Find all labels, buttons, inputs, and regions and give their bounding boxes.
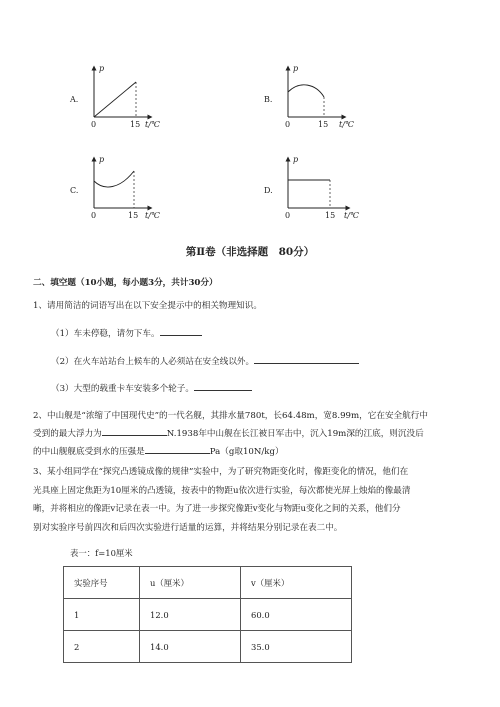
x-axis-label: t/℃	[339, 120, 354, 129]
table-cell: 1	[64, 599, 140, 631]
y-axis-label: p	[293, 64, 299, 73]
table-row	[64, 599, 352, 631]
option-label-a: A.	[70, 95, 79, 104]
x-tick-label: 15	[318, 120, 329, 129]
answer-blank[interactable]	[194, 382, 252, 391]
graph-c-plot	[70, 153, 220, 233]
table-cell: 60.0	[241, 599, 352, 631]
q3-line-3: 晰，并将相应的像距v记录在表一中。为了进一步探究像距v变化与物距u变化之间的关系，他们分	[33, 504, 401, 514]
experiment-table	[63, 566, 352, 663]
q3-line-1: 3、某小组同学在“探究凸透镜成像的规律”实验中，为了研究物距变化时，像距变化的情况，他们在	[33, 467, 409, 477]
x-tick-label: 15	[325, 211, 336, 220]
graph-b-plot	[264, 62, 414, 142]
origin-label: 0	[285, 120, 291, 129]
option-label-b: B.	[264, 95, 273, 104]
y-axis-label: p	[293, 155, 299, 164]
origin-label: 0	[285, 211, 291, 220]
table-cell: 14.0	[140, 631, 241, 663]
y-axis-label: p	[99, 64, 105, 73]
graph-a-plot	[70, 62, 220, 142]
table-row	[64, 631, 352, 663]
table-caption: 表一：f=10厘米	[70, 548, 133, 558]
origin-label: 0	[91, 211, 97, 220]
origin-label: 0	[91, 120, 97, 129]
answer-blank[interactable]	[102, 427, 167, 436]
option-label-d: D.	[264, 186, 273, 195]
answer-blank[interactable]	[254, 355, 359, 364]
q1-item-2: （2）在火车站站台上候车的人必须站在安全线以外。	[51, 353, 359, 372]
header-cell: 实验序号	[64, 567, 140, 599]
graph-d-plot	[264, 153, 414, 233]
section-title: 第Ⅱ卷（非选择题 80分）	[185, 246, 315, 258]
q1-stem: 1、请用简洁的词语写出在以下安全提示中的相关物理知识。	[33, 301, 262, 311]
graph-d	[264, 153, 414, 233]
answer-blank[interactable]	[160, 327, 202, 336]
fill-section-heading: 二、填空题（10小题，每小题3分，共计30分）	[33, 278, 218, 288]
y-axis-label: p	[99, 155, 105, 164]
q2-line-3: 的中山舰舰底受到水的压强是 Pa（g取10N/kg）	[33, 447, 284, 457]
table-cell: 12.0	[140, 599, 241, 631]
q1-item-1: （1）车未停稳，请勿下车。	[51, 325, 202, 344]
header-cell: u（厘米）	[140, 567, 241, 599]
x-tick-label: 15	[130, 120, 141, 129]
q2-line-2: 受到的最大浮力为 N.1938年中山舰在长江被日军击中，沉入19m深的江底，则沉没后	[33, 429, 424, 439]
table-cell: 35.0	[241, 631, 352, 663]
x-tick-label: 15	[128, 211, 139, 220]
x-axis-label: t/℃	[145, 120, 160, 129]
graph-c	[70, 153, 220, 233]
header-cell: v（厘米）	[241, 567, 352, 599]
q1-item-3: （3）大型的载重卡车安装多个轮子。	[51, 380, 252, 399]
x-axis-label: t/℃	[344, 211, 359, 220]
q3-line-2: 光具座上固定焦距为10厘米的凸透镜，按表中的物距u依次进行实验，每次都使光屏上烛焰的像最清	[33, 486, 411, 496]
q3-line-4: 别对实验序号前四次和后四次实验进行适量的运算，并将结果分别记录在表二中。	[33, 523, 343, 533]
graph-b	[264, 62, 414, 142]
option-label-c: C.	[70, 186, 79, 195]
answer-blank[interactable]	[145, 445, 210, 454]
q2-line-1: 2、中山舰是“浓缩了中国现代史”的一代名舰，其排水量780t，长64.48m，宽8.99m，它在安全航行中	[33, 411, 428, 421]
x-axis-label: t/℃	[145, 211, 160, 220]
graph-a	[70, 62, 220, 142]
table-cell: 2	[64, 631, 140, 663]
table-header-row	[64, 567, 352, 599]
